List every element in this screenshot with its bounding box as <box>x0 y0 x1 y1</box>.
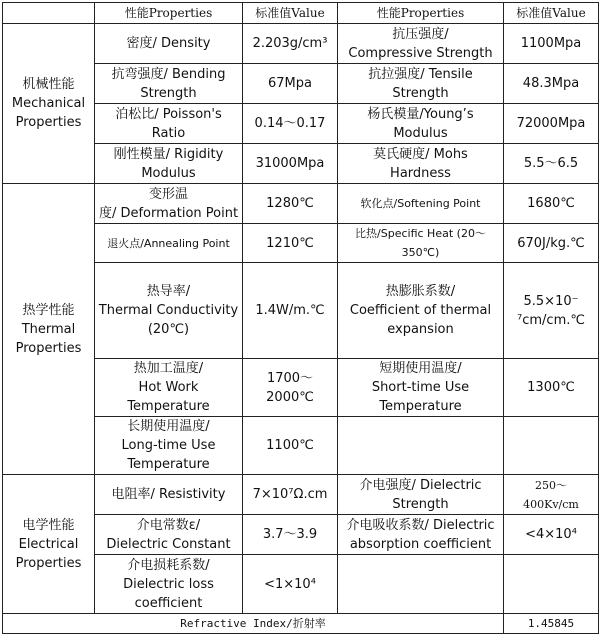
label-resistivity: 电阻率/ Resistivity <box>95 475 243 515</box>
label-dielectric-absorption: 介电吸收系数/ Dielectric absorption coefficient <box>338 515 504 555</box>
refractive-row <box>3 614 599 634</box>
empty-cell <box>504 555 599 614</box>
value-short-time: 1300℃ <box>504 359 599 417</box>
label-softening: 软化点/Softening Point <box>338 184 504 224</box>
category-mechanical: 机械性能 Mechanical Properties <box>3 24 95 184</box>
properties-table <box>2 2 599 634</box>
header-empty-cell <box>3 3 95 24</box>
value-mohs: 5.5～6.5 <box>504 144 599 184</box>
value-refractive-index: 1.45845 <box>504 614 599 634</box>
label-conductivity-text: 热导率/ Thermal Conductivity (20℃) <box>98 284 239 337</box>
label-hot-work: 热加工温度/ Hot Work Temperature <box>95 359 243 417</box>
table-row <box>3 24 599 64</box>
value-dielectric-loss: <1×10⁴ <box>243 555 338 614</box>
value-long-time: 1100℃ <box>243 417 338 475</box>
label-bending: 抗弯强度/ Bending Strength <box>95 64 243 104</box>
header-value-1: 标准值Value <box>243 3 338 24</box>
label-compressive: 抗压强度/ Compressive Strength <box>338 24 504 64</box>
value-softening: 1680℃ <box>504 184 599 224</box>
label-poisson: 泊松比/ Poisson's Ratio <box>95 104 243 144</box>
label-short-time: 短期使用温度/ Short-time Use Temperature <box>338 359 504 417</box>
label-dielectric-loss: 介电损耗系数/ Dielectric loss coefficient <box>95 555 243 614</box>
table-row <box>3 475 599 515</box>
value-dielectric-constant: 3.7～3.9 <box>243 515 338 555</box>
value-youngs: 72000Mpa <box>504 104 599 144</box>
label-dielectric-constant: 介电常数ε/ Dielectric Constant <box>95 515 243 555</box>
value-dielectric-strength: 250～ 400Kv/cm <box>504 475 599 515</box>
label-density: 密度/ Density <box>95 24 243 64</box>
value-expansion: 5.5×10⁻ ⁷cm/cm.℃ <box>504 263 599 359</box>
value-density: 2.203g/cm³ <box>243 24 338 64</box>
label-rigidity: 刚性模量/ Rigidity Modulus <box>95 144 243 184</box>
value-rigidity: 31000Mpa <box>243 144 338 184</box>
value-specific-heat: 670J/kg.℃ <box>504 224 599 263</box>
value-annealing: 1210℃ <box>243 224 338 263</box>
value-hot-work: 1700～2000℃ <box>243 359 338 417</box>
label-expansion: 热膨胀系数/ Coefficient of thermal expansion <box>338 263 504 359</box>
value-bending: 67Mpa <box>243 64 338 104</box>
label-tensile: 抗拉强度/ Tensile Strength <box>338 64 504 104</box>
value-dielectric-absorption: <4×10⁴ <box>504 515 599 555</box>
value-conductivity: 1.4W/m.℃ <box>243 263 338 359</box>
value-compressive: 1100Mpa <box>504 24 599 64</box>
label-long-time: 长期使用温度/ Long-time Use Temperature <box>95 417 243 475</box>
label-dielectric-strength: 介电强度/ Dielectric Strength <box>338 475 504 515</box>
label-deformation: 变形温 度/ Deformation Point <box>95 184 243 224</box>
empty-cell <box>338 417 504 475</box>
header-property-1: 性能Properties <box>95 3 243 24</box>
empty-cell <box>338 555 504 614</box>
label-mohs: 莫氏硬度/ Mohs Hardness <box>338 144 504 184</box>
value-tensile: 48.3Mpa <box>504 64 599 104</box>
header-property-2: 性能Properties <box>338 3 504 24</box>
label-specific-heat: 比热/Specific Heat (20～ 350℃) <box>338 224 504 263</box>
value-poisson: 0.14～0.17 <box>243 104 338 144</box>
label-conductivity <box>95 263 243 359</box>
category-thermal: 热学性能 Thermal Properties <box>3 184 95 475</box>
value-resistivity: 7×10⁷Ω.cm <box>243 475 338 515</box>
label-youngs: 杨氏模量/Young’s Modulus <box>338 104 504 144</box>
header-value-2: 标准值Value <box>504 3 599 24</box>
label-refractive-index: Refractive Index/折射率 <box>3 614 504 634</box>
category-electrical: 电学性能 Electrical Properties <box>3 475 95 614</box>
table-row <box>3 184 599 224</box>
label-annealing: 退火点/Annealing Point <box>95 224 243 263</box>
value-deformation: 1280℃ <box>243 184 338 224</box>
header-row <box>3 3 599 24</box>
empty-cell <box>504 417 599 475</box>
